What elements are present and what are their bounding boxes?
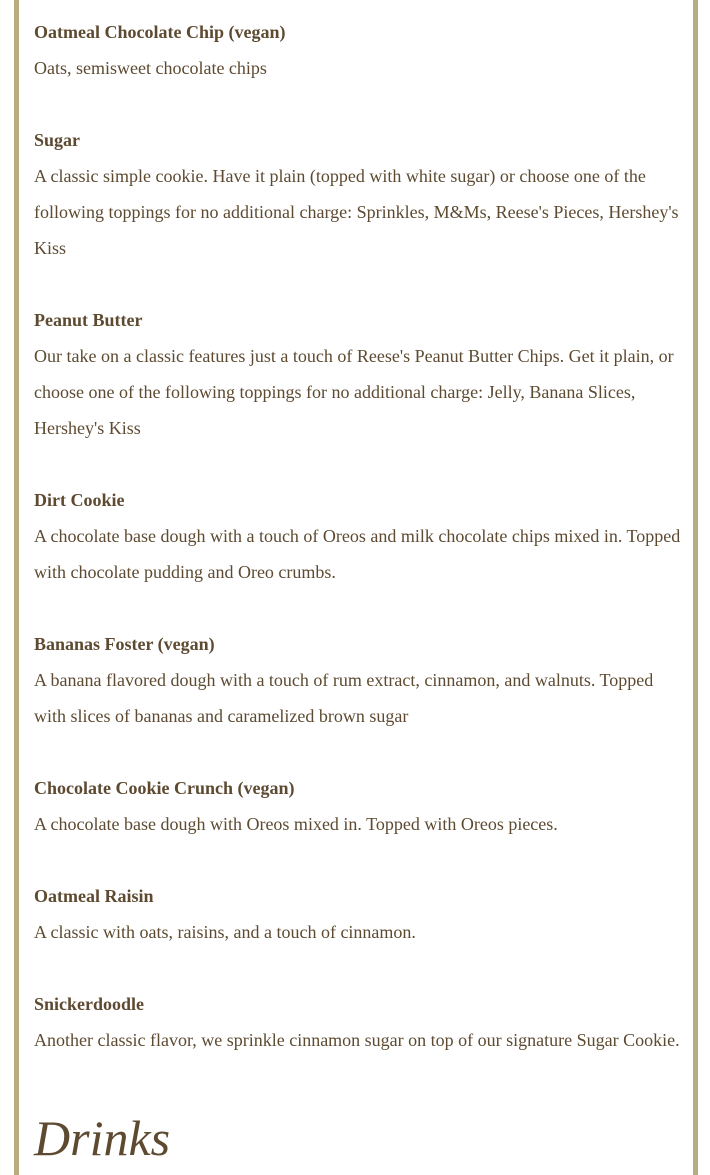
menu-item-description: Oats, semisweet chocolate chips [34, 58, 267, 78]
menu-item-name: Sugar [34, 130, 81, 150]
menu-item-name: Dirt Cookie [34, 490, 125, 510]
menu-item [34, 482, 684, 590]
menu-item-name: Chocolate Cookie Crunch (vegan) [34, 778, 295, 798]
menu-page-frame [14, 0, 698, 1175]
menu-item [34, 986, 684, 1058]
menu-item [34, 878, 684, 950]
menu-item-description: A chocolate base dough with a touch of Oreos and milk chocolate chips mixed in. Topped with chocolate pudding and Oreo crumbs. [34, 526, 681, 582]
menu-item [34, 122, 684, 266]
menu-item-description: Another classic flavor, we sprinkle cinnamon sugar on top of our signature Sugar Cookie. [34, 1030, 680, 1050]
menu-item-description: A banana flavored dough with a touch of rum extract, cinnamon, and walnuts. Topped with slices of bananas and caramelized brown sugar [34, 670, 654, 726]
menu-item [34, 302, 684, 446]
menu-item-description: A chocolate base dough with Oreos mixed in. Topped with Oreos pieces. [34, 814, 558, 834]
menu-item-description: Our take on a classic features just a touch of Reese's Peanut Butter Chips. Get it plain, or choose one of the following toppings for no additional charge: Jelly, Banana Slices, Hershey's Kiss [34, 346, 674, 438]
menu-item [34, 14, 684, 86]
menu-item-name: Oatmeal Raisin [34, 886, 154, 906]
menu-item-description: A classic with oats, raisins, and a touch of cinnamon. [34, 922, 416, 942]
menu-item-name: Snickerdoodle [34, 994, 145, 1014]
cookie-menu-list [34, 14, 684, 1094]
menu-item-name: Peanut Butter [34, 310, 143, 330]
menu-item-name: Oatmeal Chocolate Chip (vegan) [34, 22, 286, 42]
drinks-section-heading: Drinks [34, 1110, 171, 1166]
menu-item-description: A classic simple cookie. Have it plain (topped with white sugar) or choose one of the following toppings for no additional charge: Sprinkles, M&Ms, Reese's Pieces, Hershey's Kiss [34, 166, 679, 258]
menu-item [34, 770, 684, 842]
menu-item [34, 626, 684, 734]
menu-item-name: Bananas Foster (vegan) [34, 634, 215, 654]
